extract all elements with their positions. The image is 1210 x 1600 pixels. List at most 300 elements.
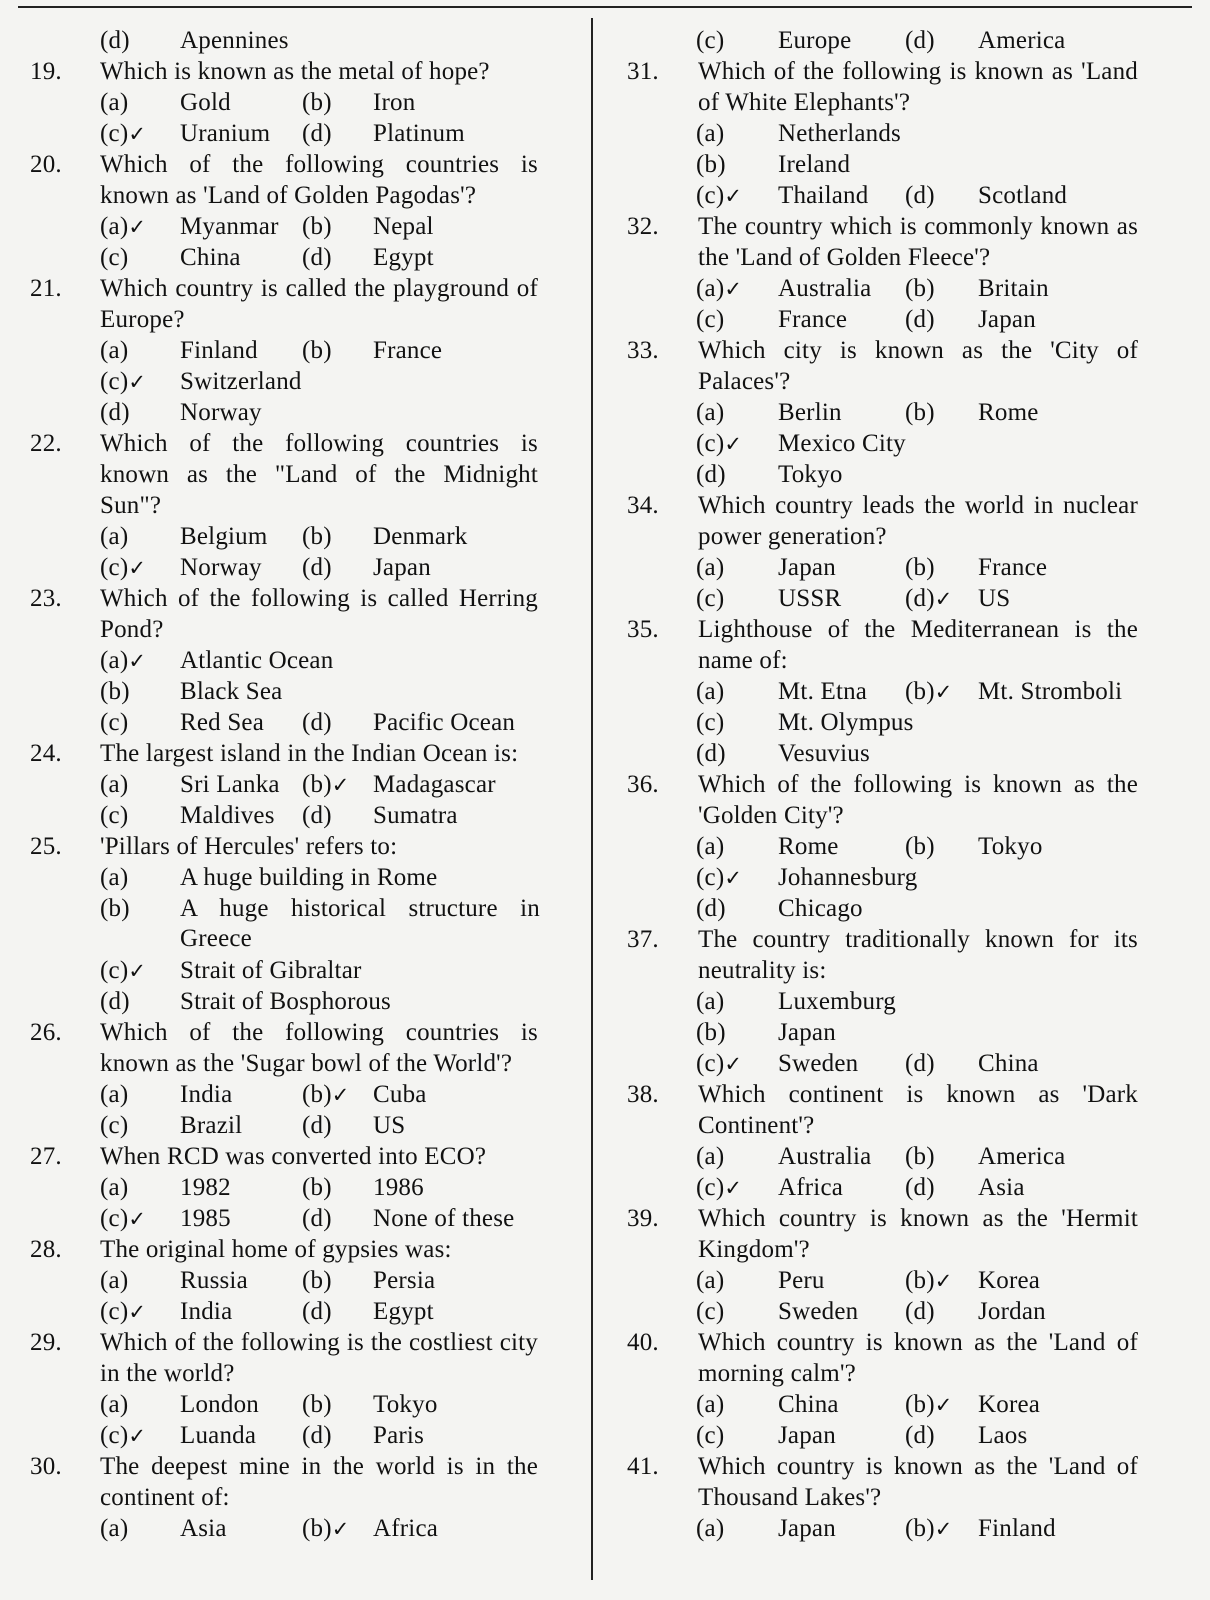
- option-key-label: (b): [905, 1391, 935, 1418]
- question-number: 24.: [30, 740, 62, 767]
- question-number: 20.: [30, 151, 62, 178]
- option-key-label: (c): [100, 244, 129, 271]
- option-key: [302, 1266, 332, 1296]
- option-key: [302, 1111, 332, 1141]
- option-key-label: (c): [696, 306, 725, 333]
- option-key: [100, 770, 128, 800]
- option-key: [905, 1142, 935, 1172]
- option-key-label: (d): [302, 244, 332, 271]
- option-key-label: (b): [905, 1515, 935, 1542]
- option-key-label: (a): [696, 275, 725, 302]
- option-key-label: (b): [302, 213, 332, 240]
- option-text: Persia: [373, 1267, 436, 1294]
- option-text: Luxemburg: [778, 988, 896, 1015]
- option-key-label: (d): [100, 399, 130, 426]
- option-key: [302, 336, 332, 366]
- option-key: [100, 212, 146, 242]
- option-text: Cuba: [373, 1081, 427, 1108]
- option-text: Nepal: [373, 213, 434, 240]
- option-text: Japan: [778, 1422, 836, 1449]
- check-mark-icon: ✓: [724, 184, 743, 208]
- option-key-label: (b): [905, 554, 935, 581]
- option-key-label: (b): [905, 678, 935, 705]
- option-key: [696, 305, 724, 335]
- option-key: [100, 801, 128, 831]
- question-stem-line: Which of the following countries is: [100, 430, 538, 457]
- column-divider: [591, 18, 593, 1580]
- option-key: [100, 1514, 128, 1544]
- question-stem-line: Which is known as the metal of hope?: [100, 58, 490, 85]
- question-stem-line: neutrality is:: [698, 957, 827, 984]
- option-key-label: (b): [302, 1174, 332, 1201]
- option-text: Luanda: [180, 1422, 257, 1449]
- option-key: [302, 1421, 332, 1451]
- option-key: [100, 336, 128, 366]
- option-key: [100, 1173, 128, 1203]
- check-mark-icon: ✓: [724, 1052, 743, 1076]
- option-key: [302, 522, 332, 552]
- question-stem-line: Which country is known as the 'Land of: [698, 1453, 1138, 1480]
- option-key-label: (d): [302, 1205, 332, 1232]
- option-key-label: (d): [302, 802, 332, 829]
- option-text: Sweden: [778, 1050, 859, 1077]
- question-stem-line: Which of the following is called Herring: [100, 585, 538, 612]
- question-number: 35.: [627, 616, 659, 643]
- option-key-label: (a): [100, 337, 129, 364]
- option-text: Gold: [180, 89, 231, 116]
- option-key-label: (a): [100, 1515, 129, 1542]
- option-key: [696, 863, 742, 893]
- option-text: Norway: [180, 399, 262, 426]
- question-stem-line: power generation?: [698, 523, 887, 550]
- option-text: Scotland: [978, 182, 1068, 209]
- option-text: Vesuvius: [778, 740, 870, 767]
- option-key-label: (c): [100, 1205, 129, 1232]
- option-text: Netherlands: [778, 120, 901, 147]
- question-stem-line: morning calm'?: [698, 1360, 856, 1387]
- option-key-label: (d): [100, 27, 130, 54]
- question-number: 39.: [627, 1205, 659, 1232]
- option-key-label: (c): [696, 27, 725, 54]
- option-text: France: [978, 554, 1048, 581]
- question-stem-line: Pond?: [100, 616, 164, 643]
- option-key: [905, 553, 935, 583]
- check-mark-icon: ✓: [934, 587, 953, 611]
- option-text: Africa: [373, 1515, 439, 1542]
- option-key: [905, 181, 935, 211]
- check-mark-icon: ✓: [724, 866, 743, 890]
- question-number: 32.: [627, 213, 659, 240]
- option-text: Tokyo: [373, 1391, 438, 1418]
- option-text: Strait of Gibraltar: [180, 957, 362, 984]
- option-key: [696, 429, 742, 459]
- option-key: [696, 119, 724, 149]
- question-stem-line: Lighthouse of the Mediterranean is the: [698, 616, 1138, 643]
- option-key: [100, 1266, 128, 1296]
- option-text: Korea: [978, 1391, 1041, 1418]
- question-number: 28.: [30, 1236, 62, 1263]
- question-number: 34.: [627, 492, 659, 519]
- option-key-label: (a): [100, 523, 129, 550]
- option-text: Sri Lanka: [180, 771, 280, 798]
- option-text: None of these: [373, 1205, 515, 1232]
- option-key: [302, 119, 332, 149]
- option-key-label: (b): [302, 1391, 332, 1418]
- option-key: [696, 553, 724, 583]
- option-text: Mt. Olympus: [778, 709, 914, 736]
- option-text: Egypt: [373, 1298, 434, 1325]
- option-key-label: (a): [100, 771, 129, 798]
- option-key-label: (a): [100, 213, 129, 240]
- option-key: [696, 398, 724, 428]
- option-text: A huge building in Rome: [180, 864, 438, 891]
- question-stem-line: The largest island in the Indian Ocean is:: [100, 740, 519, 767]
- question-number: 29.: [30, 1329, 62, 1356]
- option-key: [696, 987, 724, 1017]
- option-key: [905, 1297, 935, 1327]
- option-text: US: [978, 585, 1011, 612]
- option-key-label: (c): [100, 368, 129, 395]
- option-key-label: (b): [696, 151, 726, 178]
- option-text: America: [978, 27, 1066, 54]
- option-key: [100, 1390, 128, 1420]
- question-number: 23.: [30, 585, 62, 612]
- option-key-label: (c): [100, 957, 129, 984]
- option-text: Chicago: [778, 895, 863, 922]
- option-key-label: (d): [905, 1298, 935, 1325]
- option-key-label: (c): [100, 120, 129, 147]
- option-key-label: (c): [100, 1298, 129, 1325]
- question-stem-line: Which country is known as the 'Hermit: [698, 1205, 1138, 1232]
- check-mark-icon: ✓: [128, 1300, 147, 1324]
- option-text: China: [978, 1050, 1039, 1077]
- check-mark-icon: ✓: [934, 1269, 953, 1293]
- option-key: [302, 1514, 350, 1544]
- option-key: [696, 677, 724, 707]
- question-number: 37.: [627, 926, 659, 953]
- option-key: [100, 367, 146, 397]
- option-key: [696, 274, 742, 304]
- check-mark-icon: ✓: [128, 122, 147, 146]
- check-mark-icon: ✓: [331, 1083, 350, 1107]
- option-key-label: (a): [100, 1174, 129, 1201]
- option-text: Platinum: [373, 120, 465, 147]
- option-text: Black Sea: [180, 678, 283, 705]
- option-text: Maldives: [180, 802, 275, 829]
- question-stem-line: 'Pillars of Hercules' refers to:: [100, 833, 398, 860]
- option-key-label: (c): [100, 802, 129, 829]
- option-key: [100, 522, 128, 552]
- check-mark-icon: ✓: [934, 1517, 953, 1541]
- option-key-label: (a): [696, 1143, 725, 1170]
- option-key: [696, 584, 724, 614]
- option-key-label: (a): [696, 120, 725, 147]
- option-text: Paris: [373, 1422, 424, 1449]
- option-key: [905, 1514, 953, 1544]
- option-key-label: (b): [302, 1081, 332, 1108]
- option-key: [905, 1421, 935, 1451]
- option-text: 1982: [180, 1174, 231, 1201]
- question-stem-line: Which country is called the playground of: [100, 275, 538, 302]
- option-key-label: (a): [696, 1391, 725, 1418]
- question-number: 31.: [627, 58, 659, 85]
- option-key: [302, 1204, 332, 1234]
- option-key-label: (a): [100, 1267, 129, 1294]
- question-stem-line: Continent'?: [698, 1112, 815, 1139]
- option-text: France: [778, 306, 848, 333]
- question-stem-line: Which of the following is the costliest city: [100, 1329, 538, 1356]
- option-text: Iron: [373, 89, 416, 116]
- check-mark-icon: ✓: [128, 959, 147, 983]
- option-key: [696, 894, 726, 924]
- option-key: [696, 1018, 726, 1048]
- question-stem-line: Which country leads the world in nuclear: [698, 492, 1138, 519]
- option-text: Asia: [978, 1174, 1025, 1201]
- option-text: Australia: [778, 275, 872, 302]
- option-key-label: (d): [905, 182, 935, 209]
- option-key-label: (a): [100, 89, 129, 116]
- question-stem-line: continent of:: [100, 1484, 230, 1511]
- option-text: USSR: [778, 585, 842, 612]
- option-key: [905, 26, 935, 56]
- question-stem-line: known as 'Land of Golden Pagodas'?: [100, 182, 477, 209]
- option-key: [100, 88, 128, 118]
- question-number: 21.: [30, 275, 62, 302]
- option-text: Mt. Stromboli: [978, 678, 1123, 705]
- option-key-label: (a): [696, 1267, 725, 1294]
- option-key-label: (c): [696, 864, 725, 891]
- option-key: [696, 1390, 724, 1420]
- question-number: 40.: [627, 1329, 659, 1356]
- option-key: [696, 1266, 724, 1296]
- option-text: Japan: [778, 1515, 836, 1542]
- option-text: Berlin: [778, 399, 842, 426]
- option-key-label: (b): [302, 771, 332, 798]
- option-key-label: (d): [696, 740, 726, 767]
- option-key: [100, 1421, 146, 1451]
- option-key: [100, 398, 130, 428]
- question-number: 26.: [30, 1019, 62, 1046]
- option-key: [696, 708, 724, 738]
- option-key-label: (b): [302, 89, 332, 116]
- option-key-label: (d): [905, 27, 935, 54]
- option-text: A huge historical structure in Greece: [180, 895, 540, 952]
- option-key: [696, 1514, 724, 1544]
- option-key-label: (b): [905, 1267, 935, 1294]
- option-key-label: (b): [302, 1515, 332, 1542]
- option-text: Madagascar: [373, 771, 496, 798]
- question-stem-line: of White Elephants'?: [698, 89, 911, 116]
- check-mark-icon: ✓: [128, 1424, 147, 1448]
- question-stem-line: name of:: [698, 647, 788, 674]
- option-key: [696, 739, 726, 769]
- option-text: Korea: [978, 1267, 1041, 1294]
- option-key-label: (b): [905, 833, 935, 860]
- option-key: [905, 1049, 935, 1079]
- option-key-label: (d): [905, 1050, 935, 1077]
- question-number: 33.: [627, 337, 659, 364]
- option-key: [302, 1080, 350, 1110]
- option-key-label: (c): [100, 554, 129, 581]
- option-key: [905, 584, 953, 614]
- option-key: [100, 677, 130, 707]
- check-mark-icon: ✓: [128, 370, 147, 394]
- check-mark-icon: ✓: [934, 680, 953, 704]
- option-key-label: (d): [100, 988, 130, 1015]
- option-text: Johannesburg: [778, 864, 918, 891]
- option-key: [905, 398, 935, 428]
- option-text: Japan: [778, 1019, 836, 1046]
- option-key-label: (d): [302, 554, 332, 581]
- question-stem-line: The country which is commonly known as: [698, 213, 1138, 240]
- option-key: [696, 1297, 724, 1327]
- option-key-label: (d): [905, 1174, 935, 1201]
- option-key-label: (a): [100, 1391, 129, 1418]
- question-stem-line: The deepest mine in the world is in the: [100, 1453, 538, 1480]
- option-text: India: [180, 1081, 233, 1108]
- option-key: [905, 677, 953, 707]
- option-key-label: (d): [302, 1422, 332, 1449]
- option-key: [302, 1390, 332, 1420]
- option-key-label: (b): [905, 1143, 935, 1170]
- option-key: [100, 1080, 128, 1110]
- option-key: [100, 553, 146, 583]
- option-text: Myanmar: [180, 213, 279, 240]
- option-text: Ireland: [778, 151, 851, 178]
- option-key-label: (c): [696, 1422, 725, 1449]
- option-key: [302, 243, 332, 273]
- question-stem-line: Which of the following countries is: [100, 151, 538, 178]
- option-text: Russia: [180, 1267, 248, 1294]
- option-text: Europe: [778, 27, 852, 54]
- option-key-label: (b): [696, 1019, 726, 1046]
- option-key-label: (a): [696, 988, 725, 1015]
- option-text: India: [180, 1298, 233, 1325]
- option-key-label: (c): [696, 585, 725, 612]
- option-text: Sweden: [778, 1298, 859, 1325]
- option-text: Jordan: [978, 1298, 1046, 1325]
- option-text: Tokyo: [778, 461, 843, 488]
- option-key-label: (c): [696, 709, 725, 736]
- option-text: France: [373, 337, 443, 364]
- option-key: [696, 1142, 724, 1172]
- option-key: [100, 1111, 128, 1141]
- option-text: 1985: [180, 1205, 231, 1232]
- option-key-label: (a): [100, 864, 129, 891]
- option-key-label: (a): [100, 647, 129, 674]
- question-stem-line: the 'Land of Golden Fleece'?: [698, 244, 991, 271]
- option-key-label: (b): [905, 275, 935, 302]
- option-key: [905, 832, 935, 862]
- question-number: 27.: [30, 1143, 62, 1170]
- option-key: [100, 956, 146, 986]
- option-text: Japan: [978, 306, 1036, 333]
- question-stem-line: known as the 'Sugar bowl of the World'?: [100, 1050, 513, 1077]
- check-mark-icon: ✓: [331, 1517, 350, 1541]
- question-stem-line: Palaces'?: [698, 368, 791, 395]
- option-text: Red Sea: [180, 709, 265, 736]
- question-number: 36.: [627, 771, 659, 798]
- option-text: London: [180, 1391, 259, 1418]
- question-stem-line: Which of the following is known as the: [698, 771, 1138, 798]
- question-stem-line: Which country is known as the 'Land of: [698, 1329, 1138, 1356]
- question-stem-line: Which of the following is known as 'Land: [698, 58, 1138, 85]
- option-text: Australia: [778, 1143, 872, 1170]
- question-stem-line: in the world?: [100, 1360, 235, 1387]
- option-key-label: (a): [696, 1515, 725, 1542]
- option-key: [100, 243, 128, 273]
- top-rule: [18, 6, 1192, 8]
- option-key: [905, 1173, 935, 1203]
- option-text: Mexico City: [778, 430, 906, 457]
- option-key: [696, 460, 726, 490]
- option-text: America: [978, 1143, 1066, 1170]
- option-key: [302, 212, 332, 242]
- question-number: 22.: [30, 430, 62, 457]
- question-stem-line: known as the "Land of the Midnight: [100, 461, 538, 488]
- option-key-label: (b): [302, 523, 332, 550]
- check-mark-icon: ✓: [724, 277, 743, 301]
- option-key-label: (d): [696, 461, 726, 488]
- question-stem-line: When RCD was converted into ECO?: [100, 1143, 487, 1170]
- option-key: [302, 801, 332, 831]
- option-text: Strait of Bosphorous: [180, 988, 391, 1015]
- option-key: [302, 1297, 332, 1327]
- option-key-label: (d): [302, 1112, 332, 1139]
- option-key-label: (a): [696, 678, 725, 705]
- option-key: [100, 119, 146, 149]
- option-key: [905, 274, 935, 304]
- option-key: [100, 894, 130, 924]
- option-text: Tokyo: [978, 833, 1043, 860]
- option-key-label: (b): [302, 337, 332, 364]
- option-key: [100, 863, 128, 893]
- option-key-label: (b): [302, 1267, 332, 1294]
- option-key: [100, 646, 146, 676]
- question-stem-line: The country traditionally known for its: [698, 926, 1138, 953]
- option-key-label: (b): [905, 399, 935, 426]
- option-text: Switzerland: [180, 368, 302, 395]
- question-stem-line: Kingdom'?: [698, 1236, 810, 1263]
- question-stem-line: Which city is known as the 'City of: [698, 337, 1138, 364]
- option-key: [905, 1266, 953, 1296]
- option-key: [302, 708, 332, 738]
- option-key-label: (d): [302, 709, 332, 736]
- option-key-label: (b): [100, 895, 130, 922]
- option-key-label: (d): [302, 1298, 332, 1325]
- option-key-label: (d): [905, 585, 935, 612]
- check-mark-icon: ✓: [934, 1393, 953, 1417]
- option-key-label: (c): [100, 1422, 129, 1449]
- question-number: 38.: [627, 1081, 659, 1108]
- option-key: [696, 181, 742, 211]
- option-text: China: [180, 244, 241, 271]
- option-key-label: (c): [696, 1174, 725, 1201]
- question-stem-line: Which of the following countries is: [100, 1019, 538, 1046]
- option-key: [302, 553, 332, 583]
- option-text: 1986: [373, 1174, 424, 1201]
- option-key: [302, 88, 332, 118]
- option-text: Pacific Ocean: [373, 709, 516, 736]
- option-key-label: (c): [696, 1050, 725, 1077]
- option-key-label: (d): [696, 895, 726, 922]
- question-stem-line: The original home of gypsies was:: [100, 1236, 452, 1263]
- check-mark-icon: ✓: [724, 432, 743, 456]
- option-text: Egypt: [373, 244, 434, 271]
- check-mark-icon: ✓: [331, 773, 350, 797]
- question-stem-line: 'Golden City'?: [698, 802, 844, 829]
- option-text: Atlantic Ocean: [180, 647, 334, 674]
